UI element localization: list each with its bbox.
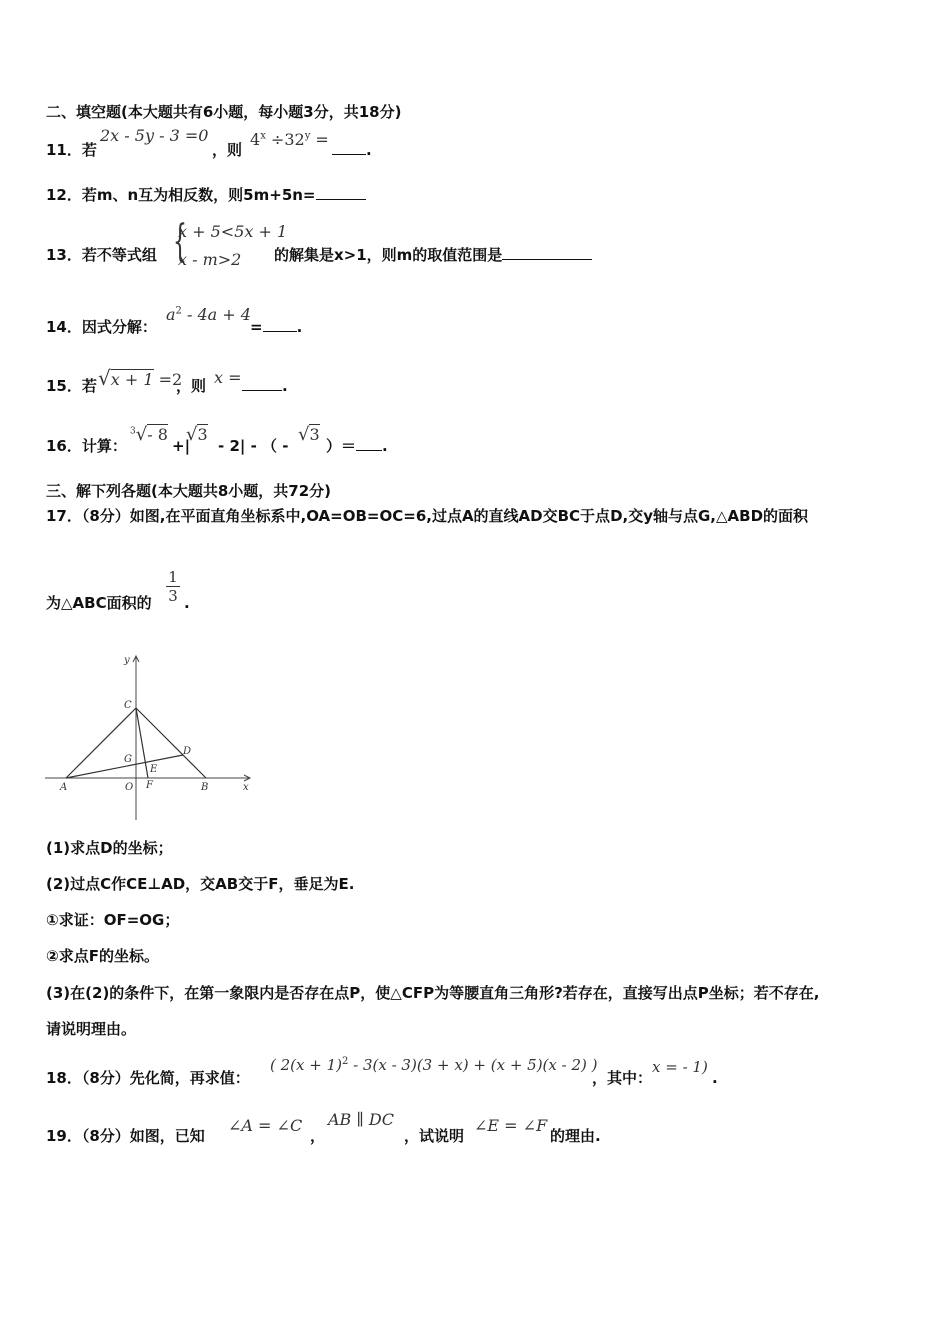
label-F: F [146,780,153,791]
q15-answer [242,376,288,396]
question-12 [46,185,366,205]
q17-fraction [166,568,180,605]
q15-equals: =2 [153,370,183,389]
q16-radicand-3: 3 [309,425,320,444]
q18-period: . [712,1069,718,1087]
q16-period: . [382,437,388,455]
q17-part3-line1: (3)在(2)的条件下，在第一象限内是否存在点P，使△CFP为等腰直角三角形?若存在，直接写出点P坐标；若不存在, [46,984,820,1002]
q15-radicand: x + 1 [110,370,154,389]
q14-answer [250,317,302,337]
q16-part1: +| [172,437,191,455]
question-18-prefix: 18．（8分）先化简，再求值： [46,1069,250,1087]
q14-a: a [166,305,176,324]
q18-expression [270,1056,597,1074]
q12-text: 12．若m、n互为相反数，则5m+5n= [46,186,316,204]
q14-rest: - 4a + 4 [181,305,251,324]
q11-base4: 4 [250,130,261,149]
q14-period: . [296,318,303,336]
q15-blank[interactable] [242,376,282,391]
q12-blank[interactable] [316,185,366,200]
q16-sqrt-3 [298,424,320,445]
q16-radicand-2: 3 [197,425,208,444]
question-19-prefix: 19．（8分）如图，已知 [46,1127,205,1145]
q16-root-index: 3 [130,426,136,437]
question-13-suffix [274,245,592,265]
q16-equals: ）＝ [326,437,357,455]
q16-radicand-1: - 8 [147,425,168,444]
q14-expression [166,305,251,324]
q16-answer [326,436,388,456]
q17-part2: (2)过点C作CE⊥AD，交AB交于F，垂足为E. [46,875,355,893]
q16-radical-icon: √ [135,424,148,445]
q13-brace: { [173,216,187,267]
q19-comma: ， [310,1127,326,1145]
q11-then: ，则 [212,141,243,159]
question-17-line2: 为△ABC面积的 [46,594,152,612]
q11-answer [332,140,372,160]
q17-fraction-denominator: 3 [168,587,178,605]
q18-where: ，其中： [592,1069,653,1087]
q16-sqrt-2 [186,424,208,445]
label-C: C [124,700,132,711]
q16-radical2-icon: √ [186,424,198,445]
q11-blank[interactable] [332,140,366,155]
label-B: B [201,782,209,793]
label-E: E [150,764,158,775]
q14-blank[interactable] [263,317,297,332]
q11-prefix: 11．若 [46,141,97,159]
label-x: x [243,782,249,793]
q15-then: ，则 [176,377,207,395]
q15-period: . [282,377,288,395]
q17-part3-line2: 请说明理由。 [46,1020,137,1038]
q11-base32: ÷32 [265,130,305,149]
q16-radical3-icon: √ [298,424,310,445]
q17-part2b: ②求点F的坐标。 [46,947,159,965]
q14-equals: = [250,318,263,336]
q11-equation: 2x - 5y - 3 =0 [100,126,209,145]
q14-sup: 2 [175,305,182,317]
q19-suffix: 的理由. [550,1127,601,1145]
q18-expr-part1: ( 2(x + 1) [270,1056,342,1074]
q19-parallel: AB ∥ DC [328,1110,394,1129]
q11-exp-y: y [304,130,311,142]
q18-expr-part2: - 3(x - 3)(3 + x) + (x + 5)(x - 2) ) [348,1056,598,1074]
q13-post-text: 的解集是x>1，则m的取值范围是 [274,246,503,264]
q15-sqrt [98,366,182,390]
label-y: y [124,655,130,666]
q13-row1: x + 5<5x + 1 [178,222,288,241]
q17-part1: (1)求点D的坐标； [46,839,173,857]
q13-blank[interactable] [502,245,592,260]
question-14-prefix: 14．因式分解： [46,318,157,336]
q11-expression [250,130,329,149]
q17-fraction-numerator: 1 [168,568,178,586]
q19-explain: ，试说明 [404,1127,465,1145]
q18-value: x = - 1) [652,1058,708,1076]
q15-radical-icon: √ [98,366,111,390]
q17-coordinate-figure [40,648,260,828]
segment-AC [66,708,136,778]
question-11 [46,140,97,160]
q15-x: x = [214,368,242,387]
section-2-heading: 二、填空题(本大题共有6小题，每小题3分，共18分) [46,103,402,121]
question-13-prefix: 13．若不等式组 [46,246,157,264]
label-O: O [125,782,134,793]
q11-exp-x: x [260,130,266,142]
q16-cuberoot [130,424,168,445]
question-16-prefix: 16．计算： [46,437,127,455]
label-A: A [60,782,68,793]
q17-line2-period: . [184,594,190,612]
q17-part2a: ①求证：OF=OG； [46,911,180,929]
q16-blank[interactable] [356,436,382,451]
q19-angle-eq-2: ∠E = ∠F [474,1116,548,1135]
q11-period: . [366,141,372,159]
label-D: D [183,746,192,757]
q19-angle-eq: ∠A = ∠C [228,1116,303,1135]
q18-sup: 2 [341,1056,349,1067]
question-17-line1: 17．（8分）如图,在平面直角坐标系中,OA=OB=OC=6,过点A的直线AD交BC于点D,交y轴与点G,△ABD的面积 [46,507,809,525]
q11-equals: = [310,130,329,149]
question-15-prefix: 15．若 [46,377,97,395]
q13-row2: x - m>2 [178,250,242,269]
section-3-heading: 三、解下列各题(本大题共8小题，共72分) [46,482,332,500]
label-G: G [124,754,132,765]
q16-part2: - 2| - （ - [218,437,289,455]
